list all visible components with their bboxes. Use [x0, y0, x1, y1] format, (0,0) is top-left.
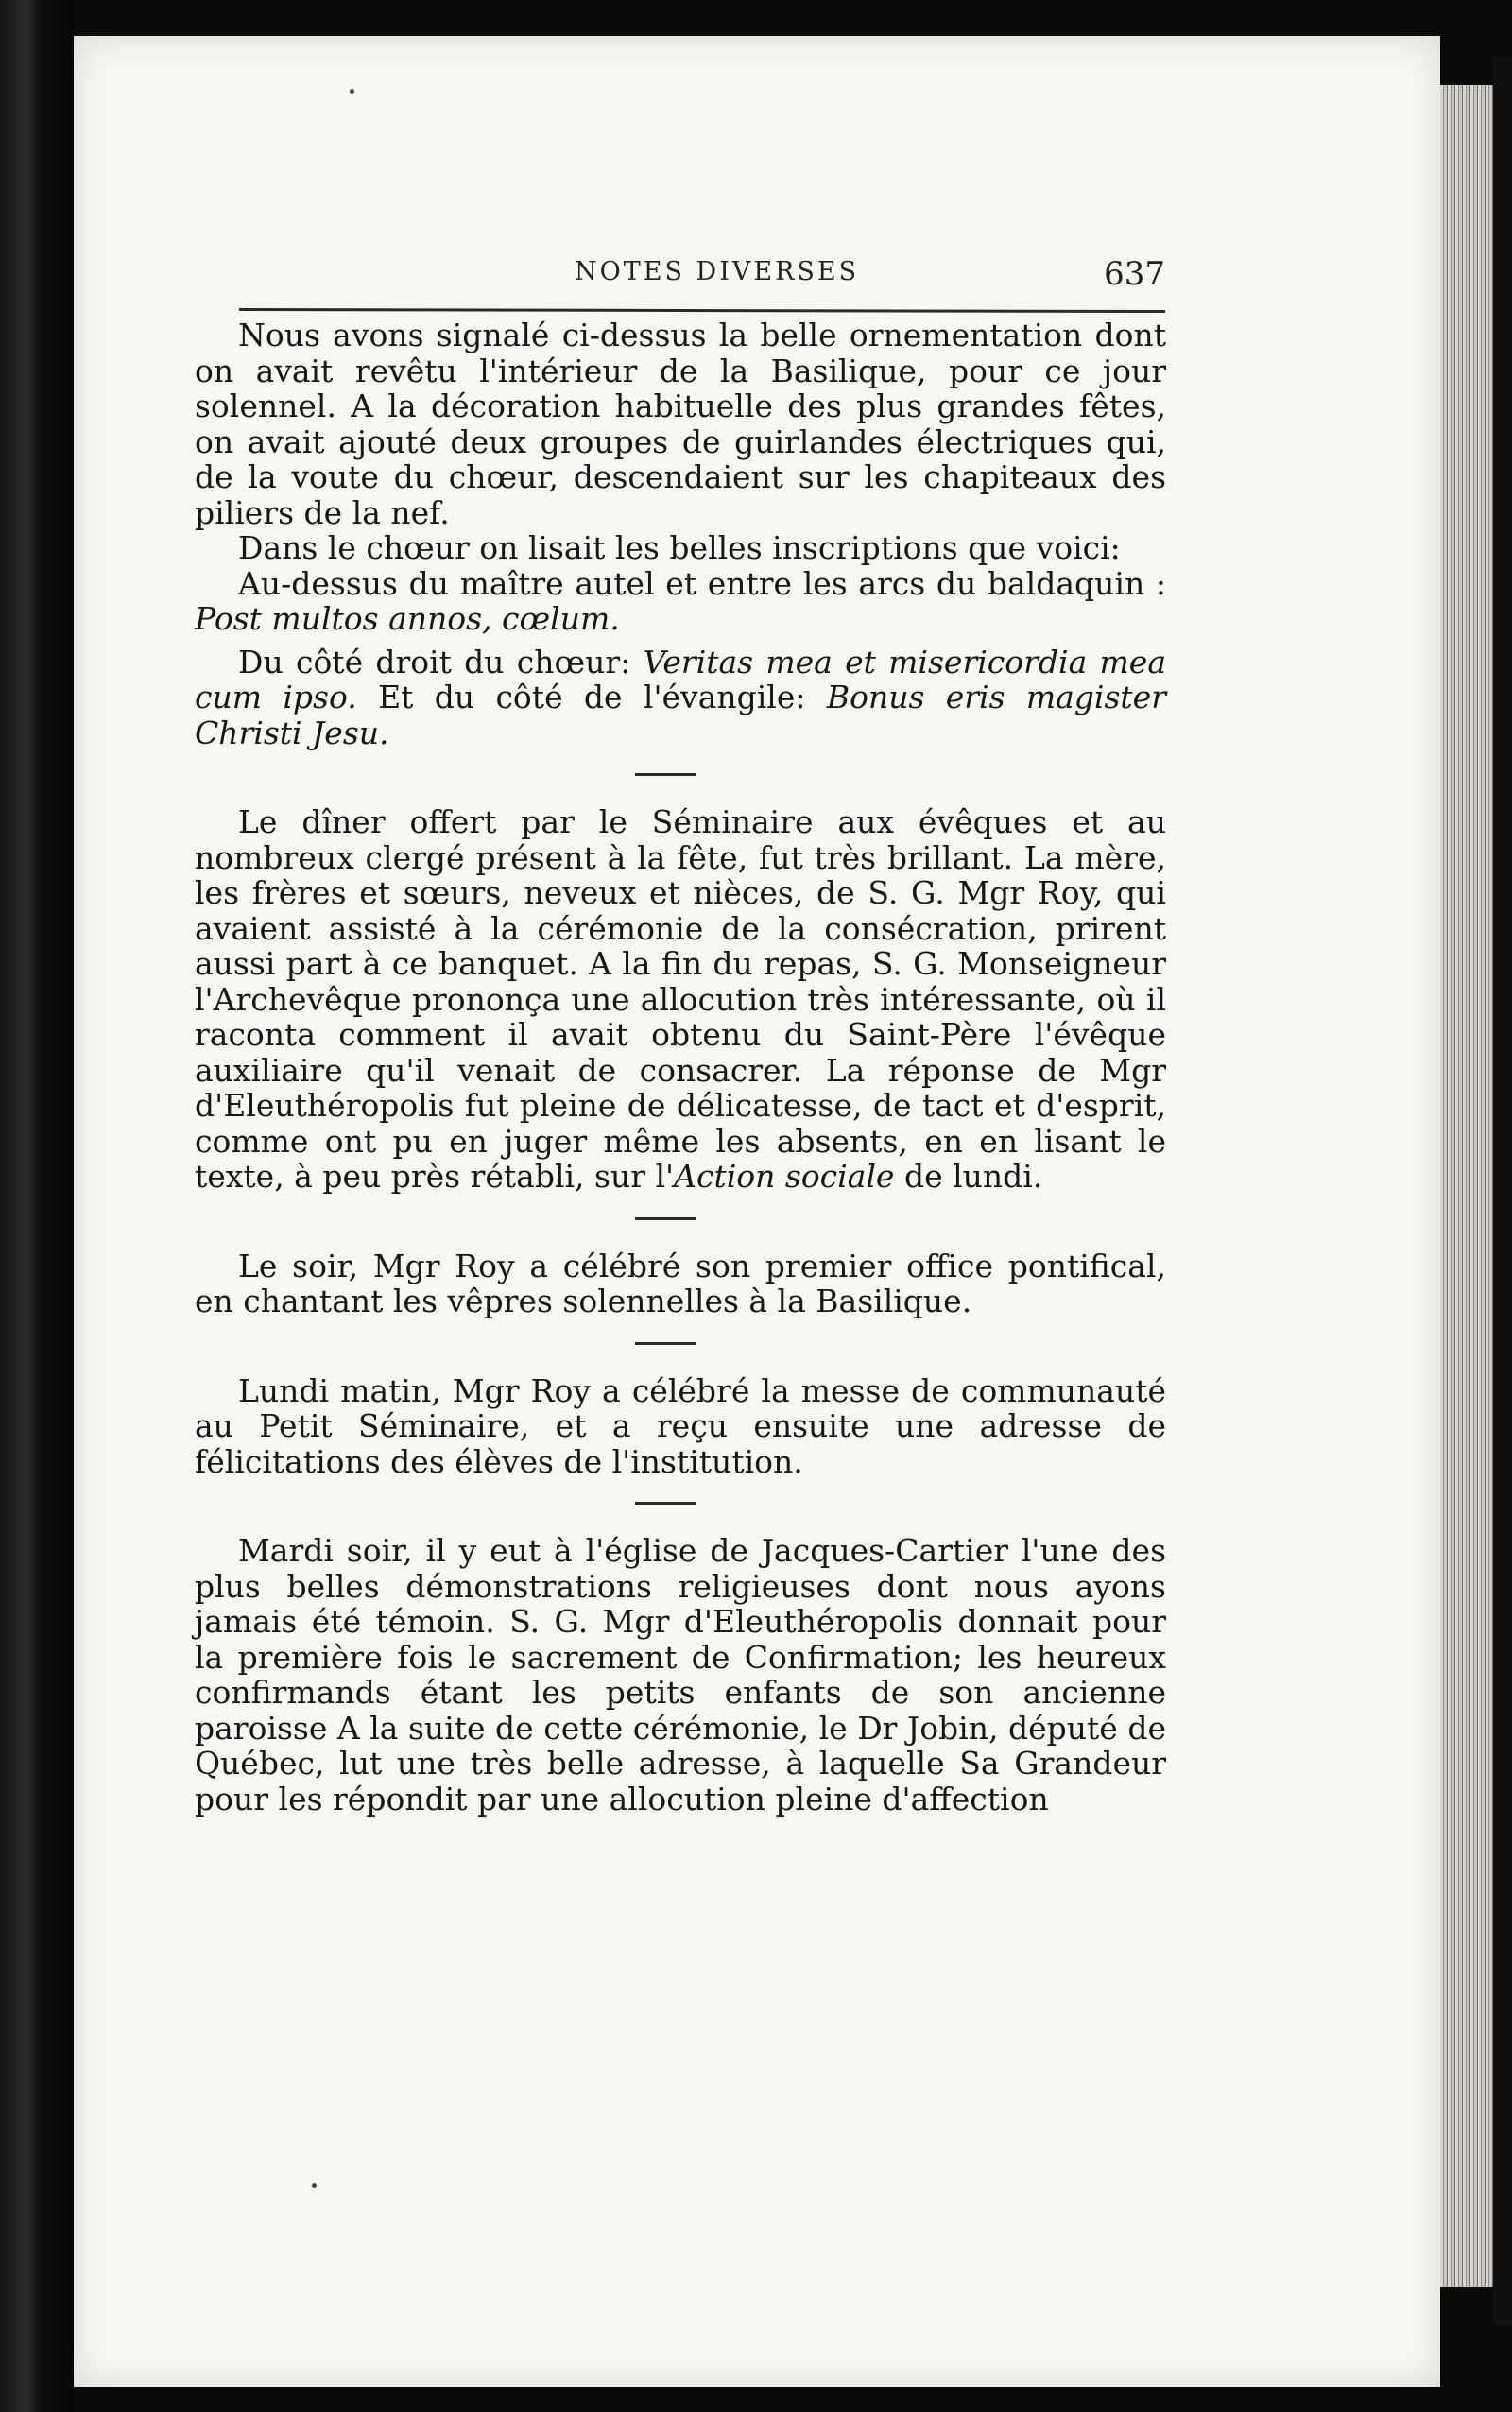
text-span: Le dîner offert par le Séminaire aux évêques et au nombreux clergé présent à la fête, fut très brillant. La mère, les frères et sœurs, neveux et nièces, de S. G. Mgr Roy, qui avaient assisté à la cérémonie de la consécration, prirent aussi part à ce banquet. A la fin du repas, S. G. Monseigneur l'Archevêque prononça une allocution très intéressante, où il raconta comment il avait obtenu du Saint-Père l'évêque auxiliaire qu'il venait de consacrer. La réponse de Mgr d'Eleuthéropolis fut pleine de délicatesse, de tact et d'esprit, comme ont pu en juger même les absents, en en lisant le texte, à peu près rétabli, sur l' [195, 803, 1166, 1195]
section-separator [635, 1342, 696, 1345]
book-gutter-shadow [0, 0, 74, 2412]
text-span: Et du côté de l'évangile: [356, 679, 827, 715]
ink-speck [312, 2183, 317, 2188]
latin-inscription: Bonus eris magister Christi Jesu. [195, 679, 1166, 751]
latin-inscription: Veritas mea et misericordia mea cum ipso. [195, 643, 1167, 715]
paragraph-lundi: Lundi matin, Mgr Roy a célébré la messe de communauté au Petit Séminaire, et a reçu ensuite une adresse de félicitations des élèves de l'institution. [195, 1371, 1166, 1480]
paragraph-inscriptions-intro: Dans le chœur on lisait les belles inscriptions que voici: [238, 529, 1121, 566]
paragraph-inscription-cotes [195, 645, 1166, 751]
page-number: 637 [1104, 255, 1165, 293]
latin-inscription: Post multos annos, cœlum. [195, 600, 620, 637]
paragraph-diner [195, 804, 1166, 1195]
paragraph-ornementation: Nous avons signalé ci-dessus la belle ornementation dont on avait revêtu l'intérieur de la Basilique, pour ce jour solennel. A la décoration habituelle des plus grandes fêtes, on avait ajouté deux groupes de guirlandes électriques qui, de la voute du chœur, descendaient sur les chapiteaux des piliers de la nef. [195, 317, 1166, 531]
body-text [195, 318, 1166, 1817]
ink-speck [350, 89, 354, 94]
right-shadow [1493, 57, 1512, 2325]
paragraph-mardi: Mardi soir, il y eut à l'église de Jacques-Cartier l'une des plus belles démonstrations religieuses dont nous ayons jamais été témoin. S. G. Mgr d'Eleuthéropolis donnait pour la première fois le sacrement de Confirmation; les heureux confirmands étant les petits enfants de son ancienne paroisse A la suite de cette cérémonie, le Dr Jobin, député de Québec, lut une très belle adresse, à laquelle Sa Grandeur pour les répondit par une allocution pleine d'affection [195, 1532, 1166, 1818]
newspaper-title: Action sociale [674, 1158, 895, 1195]
section-separator [635, 1217, 696, 1220]
section-separator [635, 773, 696, 776]
page-edge-stack [1440, 85, 1493, 2287]
running-head [239, 248, 1165, 304]
running-head-title: NOTES DIVERSES [575, 257, 860, 286]
text-span: de lundi. [894, 1158, 1043, 1195]
paragraph-inscription-autel [195, 566, 1166, 637]
paragraph-soir: Le soir, Mgr Roy a célébré son premier office pontifical, en chantant les vêpres solennelles à la Basilique. [195, 1247, 1166, 1319]
section-separator [635, 1502, 696, 1505]
text-span: Au-dessus du maître autel et entre les arcs du baldaquin : [238, 564, 1166, 602]
text-span: Du côté droit du chœur: [238, 643, 644, 681]
